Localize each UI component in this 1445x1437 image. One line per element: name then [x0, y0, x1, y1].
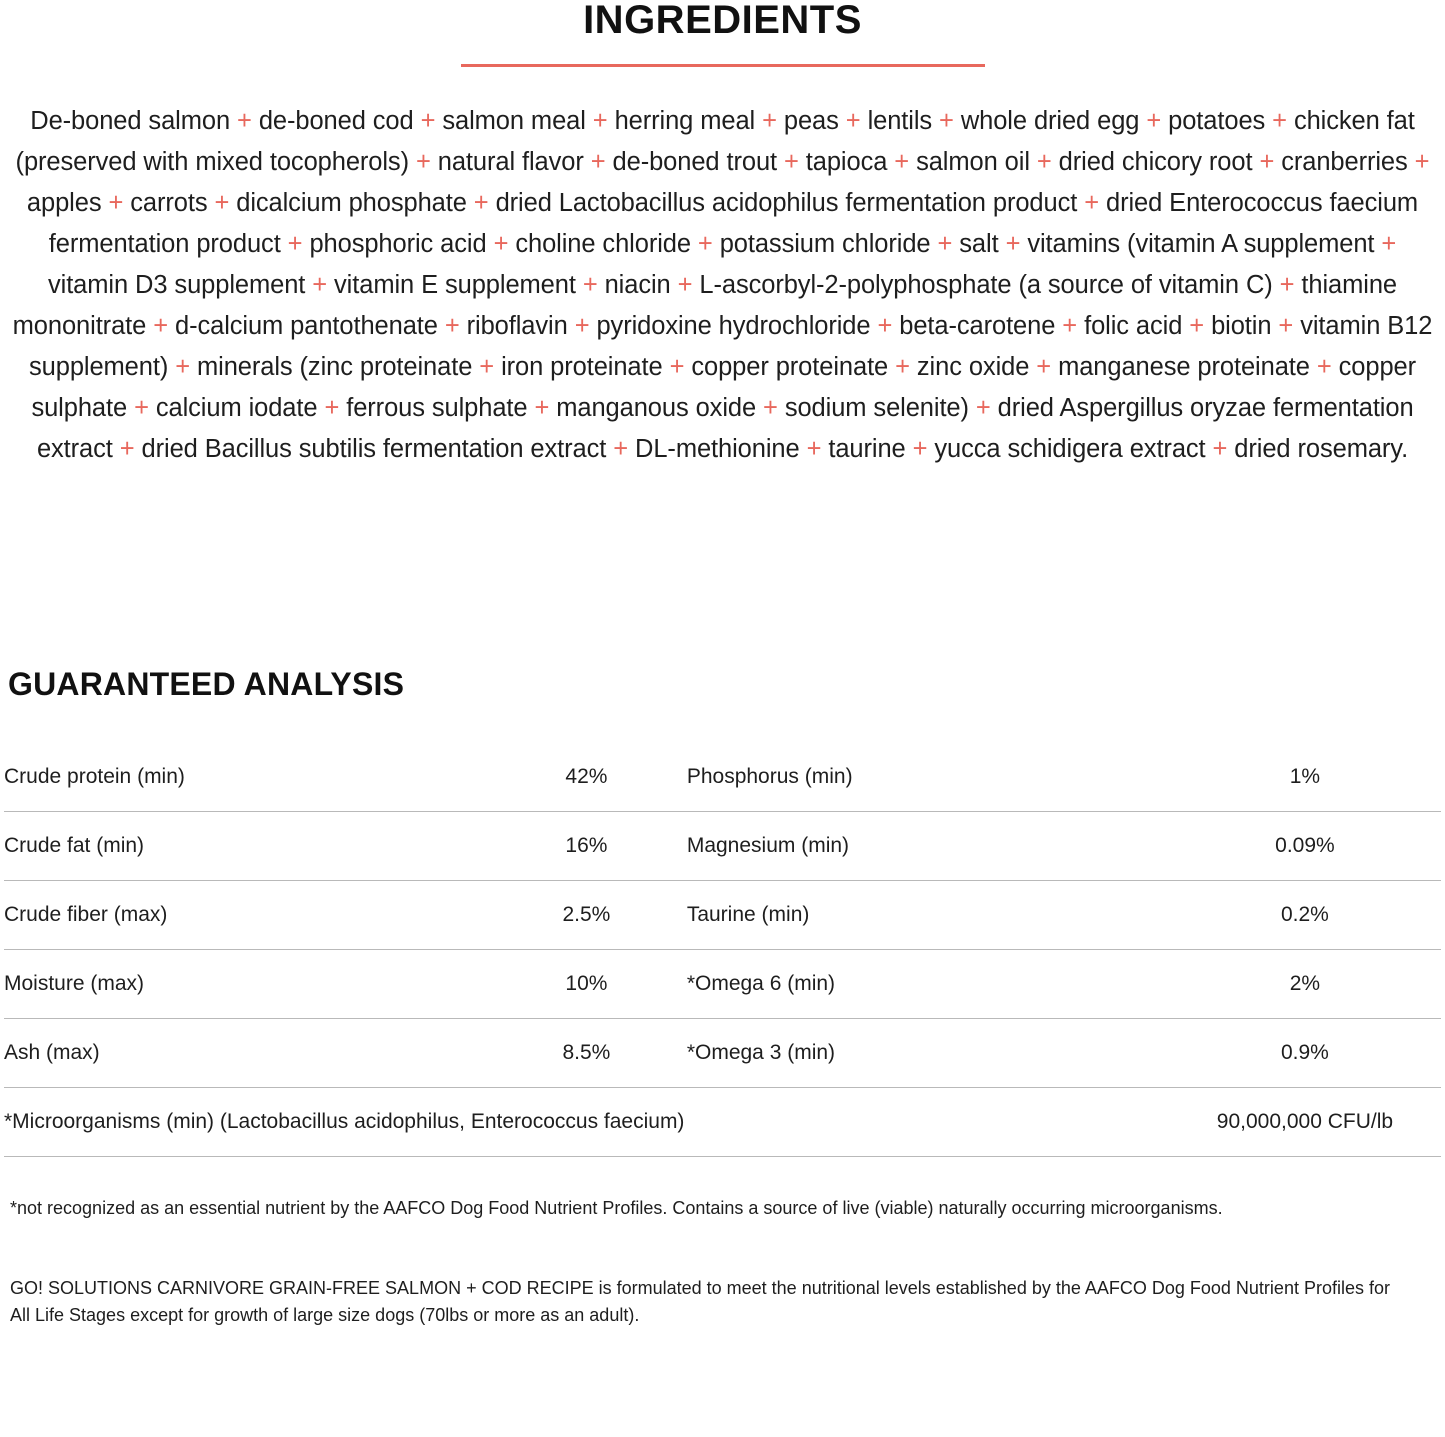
- ingredient-item: manganese proteinate: [1058, 353, 1310, 381]
- guaranteed-analysis-rows: [4, 743, 1441, 1157]
- nutrient-label: Crude fat (min): [4, 812, 486, 881]
- nutrient-value: 0.2%: [1169, 881, 1441, 950]
- microorganisms-value: 90,000,000 CFU/lb: [1169, 1088, 1441, 1157]
- guaranteed-analysis-title: GUARANTEED ANALYSIS: [8, 666, 405, 702]
- ingredient-item: De-boned salmon: [30, 107, 231, 135]
- ingredient-item: iron proteinate: [501, 353, 663, 381]
- ingredient-item: copper sulphate: [31, 353, 1416, 422]
- ingredient-item: peas: [783, 107, 839, 135]
- ingredient-item: herring meal: [614, 107, 756, 135]
- nutrient-value: 0.9%: [1169, 1019, 1441, 1088]
- nutrient-value: 2.5%: [486, 881, 687, 950]
- ingredient-item: zinc oxide: [916, 353, 1030, 381]
- ingredient-separator: +: [112, 435, 142, 463]
- ingredient-item: minerals (zinc proteinate: [197, 353, 473, 381]
- ingredient-item: choline chloride: [515, 230, 691, 258]
- nutrient-label: Ash (max): [4, 1019, 486, 1088]
- ingredient-separator: +: [230, 107, 259, 135]
- title-underline-divider: [461, 64, 985, 67]
- ingredient-item: ferrous sulphate: [346, 394, 528, 422]
- ingredient-item: potatoes: [1168, 107, 1266, 135]
- ingredient-item: salt: [959, 230, 999, 258]
- ingredient-item: salmon oil: [916, 148, 1030, 176]
- ingredient-item: dried Aspergillus oryzae fermentation extract: [36, 394, 1414, 463]
- ingredient-separator: +: [998, 230, 1028, 258]
- ingredient-item: biotin: [1211, 312, 1272, 340]
- ingredient-separator: +: [168, 353, 197, 381]
- ingredient-separator: +: [755, 107, 784, 135]
- ingredient-separator: +: [575, 271, 605, 299]
- nutrient-value: 10%: [486, 950, 687, 1019]
- page-title: INGREDIENTS: [583, 0, 862, 42]
- ingredient-separator: +: [207, 189, 237, 217]
- ingredient-item: dried chicory root: [1058, 148, 1253, 176]
- ingredient-separator: +: [905, 435, 935, 463]
- table-row-microorganisms: [4, 1088, 1441, 1157]
- ingredient-item: apples: [26, 189, 102, 217]
- ingredient-item: beta-carotene: [899, 312, 1056, 340]
- ingredient-separator: +: [670, 271, 700, 299]
- ingredient-item: L-ascorbyl-2-polyphosphate (a source of vitamin C): [699, 271, 1273, 299]
- ingredient-item: vitamins (vitamin A supplement: [1027, 230, 1375, 258]
- ingredient-separator: +: [838, 107, 868, 135]
- nutrient-value: 2%: [1169, 950, 1441, 1019]
- table-row: [4, 950, 1441, 1019]
- nutrient-label: *Omega 6 (min): [687, 950, 1169, 1019]
- nutrient-value: 8.5%: [486, 1019, 687, 1088]
- nutrient-value: 42%: [486, 743, 687, 812]
- ingredient-separator: +: [466, 189, 496, 217]
- ingredient-item: dried Enterococcus faecium fermentation product: [48, 189, 1419, 258]
- ingredient-separator: +: [408, 148, 438, 176]
- ingredient-item: salmon meal: [442, 107, 586, 135]
- ingredient-separator: +: [583, 148, 613, 176]
- ingredient-separator: +: [472, 353, 502, 381]
- ingredient-item: sodium selenite): [784, 394, 969, 422]
- ingredient-item: taurine: [828, 435, 906, 463]
- ingredient-separator: +: [777, 148, 806, 176]
- ingredient-separator: +: [888, 353, 917, 381]
- guaranteed-analysis-table: [4, 743, 1441, 1157]
- ingredient-separator: +: [1271, 312, 1301, 340]
- ingredient-separator: +: [280, 230, 310, 258]
- ingredient-item: calcium iodate: [155, 394, 318, 422]
- nutrient-footnote: *not recognized as an essential nutrient by the AAFCO Dog Food Nutrient Profiles. Contains a source of live (viable) naturally occurring microorganisms.: [10, 1198, 1223, 1218]
- ingredient-item: niacin: [604, 271, 671, 299]
- ingredient-item: dried Lactobacillus acidophilus fermentation product: [495, 189, 1078, 217]
- nutrient-value: 0.09%: [1169, 812, 1441, 881]
- ingredient-item: vitamin D3 supplement: [47, 271, 306, 299]
- ingredient-separator: +: [317, 394, 347, 422]
- ingredient-item: vitamin E supplement: [334, 271, 576, 299]
- ingredient-separator: +: [567, 312, 597, 340]
- ingredient-item: whole dried egg: [960, 107, 1140, 135]
- ingredient-item: d-calcium pantothenate: [174, 312, 438, 340]
- ingredient-item: cranberries: [1281, 148, 1408, 176]
- table-row: [4, 1019, 1441, 1088]
- table-row: [4, 812, 1441, 881]
- ingredient-separator: +: [486, 230, 516, 258]
- ingredient-item: dicalcium phosphate: [236, 189, 467, 217]
- ingredient-separator: +: [305, 271, 335, 299]
- nutrient-label: Magnesium (min): [687, 812, 1169, 881]
- ingredient-separator: +: [1309, 353, 1339, 381]
- ingredient-separator: +: [1374, 230, 1397, 258]
- ingredient-item: DL-methionine: [635, 435, 800, 463]
- ingredient-separator: +: [1055, 312, 1085, 340]
- ingredient-separator: +: [932, 107, 961, 135]
- nutrient-value: 16%: [486, 812, 687, 881]
- ingredient-item: yucca schidigera extract: [934, 435, 1206, 463]
- ingredient-separator: +: [1077, 189, 1106, 217]
- ingredient-item: carrots: [130, 189, 208, 217]
- ingredient-item: pyridoxine hydrochloride: [596, 312, 871, 340]
- ingredient-separator: +: [1205, 435, 1235, 463]
- nutrient-label: *Omega 3 (min): [687, 1019, 1169, 1088]
- ingredient-separator: +: [930, 230, 960, 258]
- ingredient-item: tapioca: [805, 148, 888, 176]
- ingredient-item: vitamin B12 supplement): [29, 312, 1433, 381]
- ingredient-item: dried rosemary.: [1234, 435, 1409, 463]
- ingredient-separator: +: [1272, 271, 1302, 299]
- ingredient-item: natural flavor: [437, 148, 584, 176]
- aafco-statement: GO! SOLUTIONS CARNIVORE GRAIN-FREE SALMON + COD RECIPE is formulated to meet the nutritional levels established by the AAFCO Dog Food Nutrient Profiles for All Life Stages except for growth of large size dogs (70lbs or more as an adult).: [10, 1278, 1390, 1326]
- ingredient-separator: +: [662, 353, 692, 381]
- ingredient-item: manganous oxide: [556, 394, 757, 422]
- ingredient-separator: +: [870, 312, 900, 340]
- ingredient-separator: +: [799, 435, 829, 463]
- ingredient-item: phosphoric acid: [309, 230, 487, 258]
- ingredient-separator: +: [1407, 148, 1430, 176]
- ingredient-item: thiamine mononitrate: [12, 271, 1398, 340]
- ingredient-item: potassium chloride: [719, 230, 931, 258]
- ingredient-item: lentils: [867, 107, 933, 135]
- ingredient-item: folic acid: [1084, 312, 1183, 340]
- ingredient-separator: +: [1139, 107, 1169, 135]
- nutrient-label: Crude protein (min): [4, 743, 486, 812]
- ingredient-separator: +: [146, 312, 175, 340]
- ingredient-separator: +: [968, 394, 998, 422]
- ingredient-separator: +: [606, 435, 636, 463]
- ingredient-item: dried Bacillus subtilis fermentation extract: [141, 435, 607, 463]
- ingredient-separator: +: [1029, 353, 1059, 381]
- ingredient-item: de-boned trout: [612, 148, 778, 176]
- ingredient-separator: +: [127, 394, 156, 422]
- microorganisms-label: *Microorganisms (min) (Lactobacillus acidophilus, Enterococcus faecium): [4, 1088, 1169, 1157]
- table-row: [4, 743, 1441, 812]
- nutrient-label: Crude fiber (max): [4, 881, 486, 950]
- ingredient-item: de-boned cod: [258, 107, 414, 135]
- ingredient-separator: +: [1029, 148, 1059, 176]
- nutrient-label: Phosphorus (min): [687, 743, 1169, 812]
- ingredient-separator: +: [413, 107, 443, 135]
- ingredient-separator: +: [887, 148, 917, 176]
- ingredient-separator: +: [1252, 148, 1282, 176]
- ingredient-separator: +: [1265, 107, 1294, 135]
- nutrient-value: 1%: [1169, 743, 1441, 812]
- ingredient-separator: +: [756, 394, 785, 422]
- table-row: [4, 881, 1441, 950]
- ingredient-item: copper proteinate: [691, 353, 889, 381]
- ingredient-separator: +: [1182, 312, 1212, 340]
- ingredient-separator: +: [585, 107, 615, 135]
- ingredient-item: chicken fat (preserved with mixed tocopherols): [15, 107, 1415, 176]
- ingredient-separator: +: [690, 230, 720, 258]
- ingredients-list: [8, 101, 1437, 470]
- ingredient-item: riboflavin: [466, 312, 568, 340]
- ingredient-separator: +: [437, 312, 467, 340]
- nutrient-label: Moisture (max): [4, 950, 486, 1019]
- ingredient-separator: +: [101, 189, 131, 217]
- nutrient-label: Taurine (min): [687, 881, 1169, 950]
- ingredient-separator: +: [527, 394, 557, 422]
